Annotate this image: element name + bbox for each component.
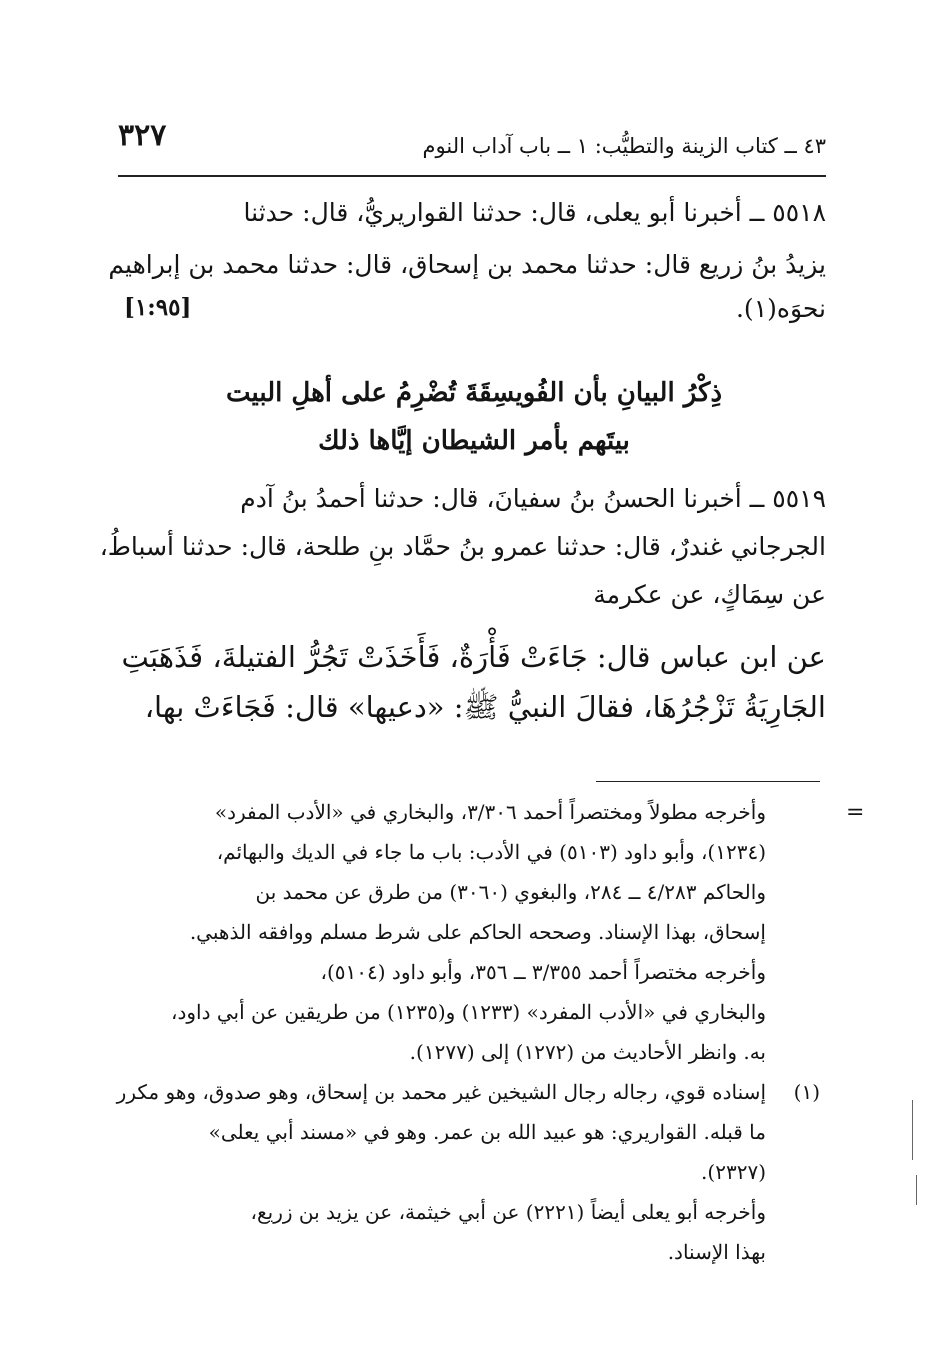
footnote-continued-line-7: به. وانظر الأحاديث من (١٢٧٢) إلى (١٢٧٧). [409,1040,766,1064]
hadith-5519-isnad-line-2: الجرجاني غندرٌ، قال: حدثنا عمرو بنُ حمَّاد بنِ طلحة، قال: حدثنا أسباطُ، [99,532,826,561]
hadith-5518-reference: [١:٩٥] [124,294,192,321]
scan-mark [912,1100,913,1160]
scan-mark [916,1175,917,1205]
hadith-5518-line-2: يزيدُ بنُ زريع قال: حدثنا محمد بن إسحاق، قال: حدثنا محمد بن إبراهيم [108,250,826,279]
hadith-5519-isnad-line-1: ٥٥١٩ ــ أخبرنا الحسنُ بنُ سفيانَ، قال: حدثنا أحمدُ بنُ آدم [240,484,826,513]
footnote-1-line-2: ما قبله. القواريري: هو عبيد الله بن عمر. وهو في «مسند أبي يعلى» [208,1120,766,1144]
hadith-5519-matn-line-1: عن ابن عباس قال: جَاءَتْ فَأْرَةٌ، فَأَخَذَتْ تَجُرُّ الفتيلةَ، فَذَهَبَتِ [121,640,826,674]
chapter-heading-line-2: بيتَهم بأمر الشيطان إيَّاها ذلك [318,426,630,456]
hadith-5518-line-3: نحوَه(١). [735,294,826,323]
footnote-continued-line-3: والحاكم ٤/٢٨٣ ــ ٢٨٤، والبغوي (٣٠٦٠) من طرق عن محمد بن [255,880,766,904]
footnote-1-number: (١) [793,1080,820,1104]
footnote-continuation-mark: = [846,800,865,825]
footnote-continued-line-5: وأخرجه مختصراً أحمد ٣/٣٥٥ ــ ٣٥٦، وأبو داود (٥١٠٤)، [320,960,766,984]
hadith-5518-line-1: ٥٥١٨ ــ أخبرنا أبو يعلى، قال: حدثنا القواريريُّ، قال: حدثنا [243,198,826,227]
running-head: ٤٣ ــ كتاب الزينة والتطيُّب: ١ ــ باب آداب النوم [422,134,826,158]
footnote-separator [596,781,820,782]
chapter-heading-line-1: ذِكْرُ البيانِ بأن الفُويسِقَةَ تُضْرِمُ على أهلِ البيت [225,378,723,408]
hadith-5519-isnad-line-3: عن سِمَاكٍ، عن عكرمة [593,580,826,609]
footnote-1-line-4: وأخرجه أبو يعلى أيضاً (٢٢٢١) عن أبي خيثمة، عن يزيد بن زريع، [250,1200,766,1224]
footnote-1-line-5: بهذا الإسناد. [667,1240,766,1264]
footnote-continued-line-2: (١٢٣٤)، وأبو داود (٥١٠٣) في الأدب: باب ما جاء في الديك والبهائم، [216,840,766,864]
footnote-continued-line-1: وأخرجه مطولاً ومختصراً أحمد ٣/٣٠٦، والبخاري في «الأدب المفرد» [214,800,766,824]
page-number: ٣٢٧ [118,118,167,153]
footnote-1-line-3: (٢٣٢٧). [701,1160,766,1184]
header-rule [118,175,826,177]
footnote-1-line-1: إسناده قوي، رجاله رجال الشيخين غير محمد بن إسحاق، وهو صدوق، وهو مكرر [116,1080,766,1104]
footnote-continued-line-6: والبخاري في «الأدب المفرد» (١٢٣٣) و(١٢٣٥) من طريقين عن أبي داود، [171,1000,766,1024]
hadith-5519-matn-line-2: الجَارِيَةُ تَزْجُرُهَا، فقالَ النبيُّ ﷺ: «دعيها» قال: فَجَاءَتْ بها، [144,690,826,724]
footnote-continued-line-4: إسحاق، بهذا الإسناد. وصححه الحاكم على شرط مسلم ووافقه الذهبي. [189,920,766,944]
